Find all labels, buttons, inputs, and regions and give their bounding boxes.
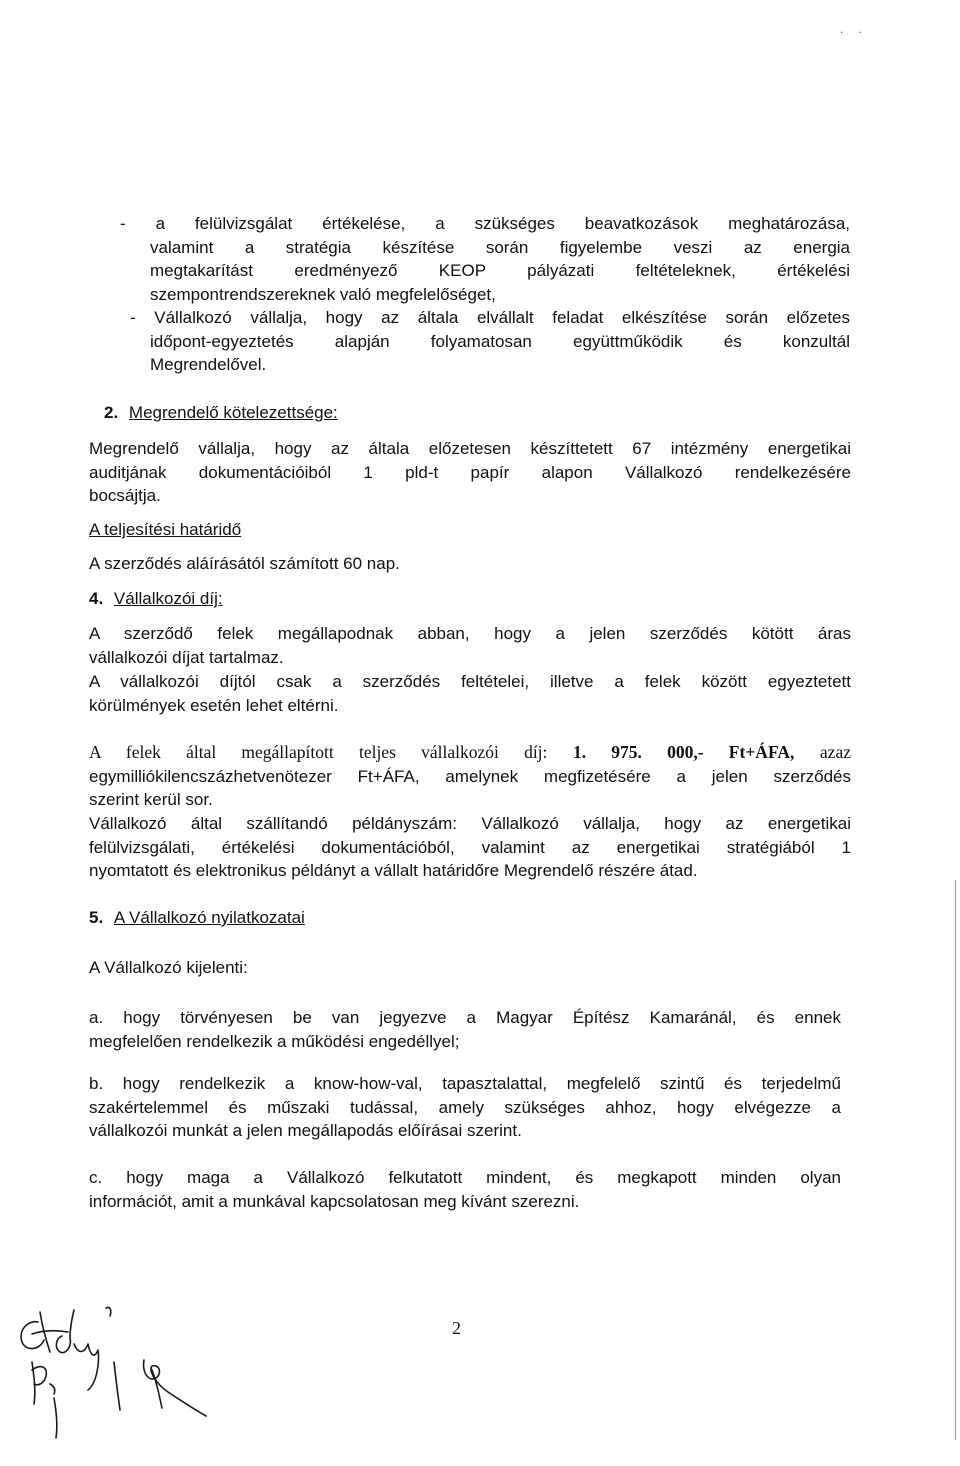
bullet-evaluation — [120, 212, 850, 306]
text-line: - Vállalkozó vállalja, hogy az általa elvállalt feladat elkészítése során előzetes — [130, 308, 850, 327]
copies-paragraph — [89, 812, 851, 883]
text-line: A szerződő felek megállapodnak abban, hogy a jelen szerződés kötött áras — [89, 624, 851, 643]
text-line: felülvizsgálati, értékelési dokumentációból, valamint az energetikai stratégiából 1 — [89, 837, 851, 857]
text-line: szempontrendszereknek való megfelelőséget, — [150, 284, 496, 304]
section-number: 5. — [89, 908, 104, 927]
declaration-a — [89, 1006, 841, 1053]
section-5-heading — [89, 906, 305, 930]
text-line: vállalkozói díjat tartalmaz. — [89, 647, 284, 667]
text-line: bocsájtja. — [89, 486, 161, 505]
section-3-body — [89, 552, 400, 576]
section-title: A teljesítési határidő — [89, 520, 242, 539]
section-title: Megrendelő kötelezettsége: — [128, 403, 338, 422]
text-line: megtakarítást eredményező KEOP pályázati feltételeknek, értékelési — [150, 261, 850, 280]
text-line: A vállalkozói díjtól csak a szerződés feltételei, illetve a felek között egyeztetett — [89, 672, 851, 691]
scan-marks: . . — [839, 22, 868, 36]
fee-paragraph-2 — [89, 670, 851, 717]
declaration-b — [89, 1072, 841, 1143]
text-line: időpont-egyeztetés alapján folyamatosan együttműködik és konzultál — [150, 331, 850, 351]
fee-statement — [89, 741, 851, 812]
page-number: 2 — [452, 1318, 461, 1338]
section-3-heading — [89, 518, 241, 542]
text-line: szakértelemmel és műszaki tudással, amely szükséges ahhoz, hogy elvégezze a — [89, 1097, 841, 1117]
section-number: 4. — [89, 589, 104, 608]
section-2-body — [89, 437, 851, 508]
text-line: auditjának dokumentációiból 1 pld-t papír alapon Vállalkozó rendelkezésére — [89, 462, 851, 482]
text-line: vállalkozói munkát a jelen megállapodás előírásai szerint. — [89, 1121, 522, 1140]
intro-text: A Vállalkozó kijelenti: — [89, 958, 248, 977]
section-number: 2. — [104, 403, 119, 422]
section-5-intro — [89, 956, 248, 980]
text-line: megfelelően rendelkezik a működési engedéllyel; — [89, 1031, 460, 1051]
text-line: b. hogy rendelkezik a know-how-val, tapasztalattal, megfelelő szintű és terjedelmű — [89, 1074, 841, 1093]
text-line: valamint a stratégia készítése során figyelembe veszi az energia — [150, 237, 850, 257]
text-line: egymilliókilencszázhetvenötezer Ft+ÁFA, amelynek megfizetésére a jelen szerződés — [89, 766, 851, 786]
text-line: Megrendelő vállalja, hogy az általa előzetesen készíttetett 67 intézmény energetikai — [89, 439, 851, 458]
fee-amount: 1. 975. 000,- Ft+ÁFA, — [572, 742, 795, 762]
declaration-c — [89, 1166, 841, 1213]
text-line: c. hogy maga a Vállalkozó felkutatott mindent, és megkapott minden olyan — [89, 1168, 841, 1187]
text-line: Megrendelővel. — [150, 355, 267, 374]
text-line: nyomtatott és elektronikus példányt a vállalt határidőre Megrendelő részére átad. — [89, 861, 698, 880]
scan-edge-line — [955, 880, 956, 1440]
fee-line — [89, 741, 851, 765]
text-line: információt, amit a munkával kapcsolatosan meg kívánt szerezni. — [89, 1191, 580, 1211]
text-line: Vállalkozó által szállítandó példányszám: Vállalkozó vállalja, hogy az energetikai — [89, 814, 851, 833]
text-line: körülmények esetén lehet eltérni. — [89, 695, 339, 715]
section-title: Vállalkozói díj: — [113, 589, 223, 608]
fee-paragraph-1 — [89, 622, 851, 669]
text-line: - a felülvizsgálat értékelése, a szükséges beavatkozások meghatározása, — [120, 214, 850, 233]
bullet-cooperation — [130, 306, 850, 377]
text-line: a. hogy törvényesen be van jegyezve a Magyar Építész Kamaránál, és ennek — [89, 1008, 841, 1027]
text-line: szerint kerül sor. — [89, 790, 213, 809]
handwritten-signature — [10, 1300, 220, 1450]
fee-prefix: A felek által megállapított teljes vállalkozói díj: — [89, 742, 548, 762]
section-title: A Vállalkozó nyilatkozatai — [113, 908, 305, 927]
deadline-text: A szerződés aláírásától számított 60 nap. — [89, 554, 400, 573]
fee-suffix: azaz — [819, 742, 851, 762]
section-4-heading — [89, 587, 223, 611]
section-2-heading — [104, 401, 338, 425]
